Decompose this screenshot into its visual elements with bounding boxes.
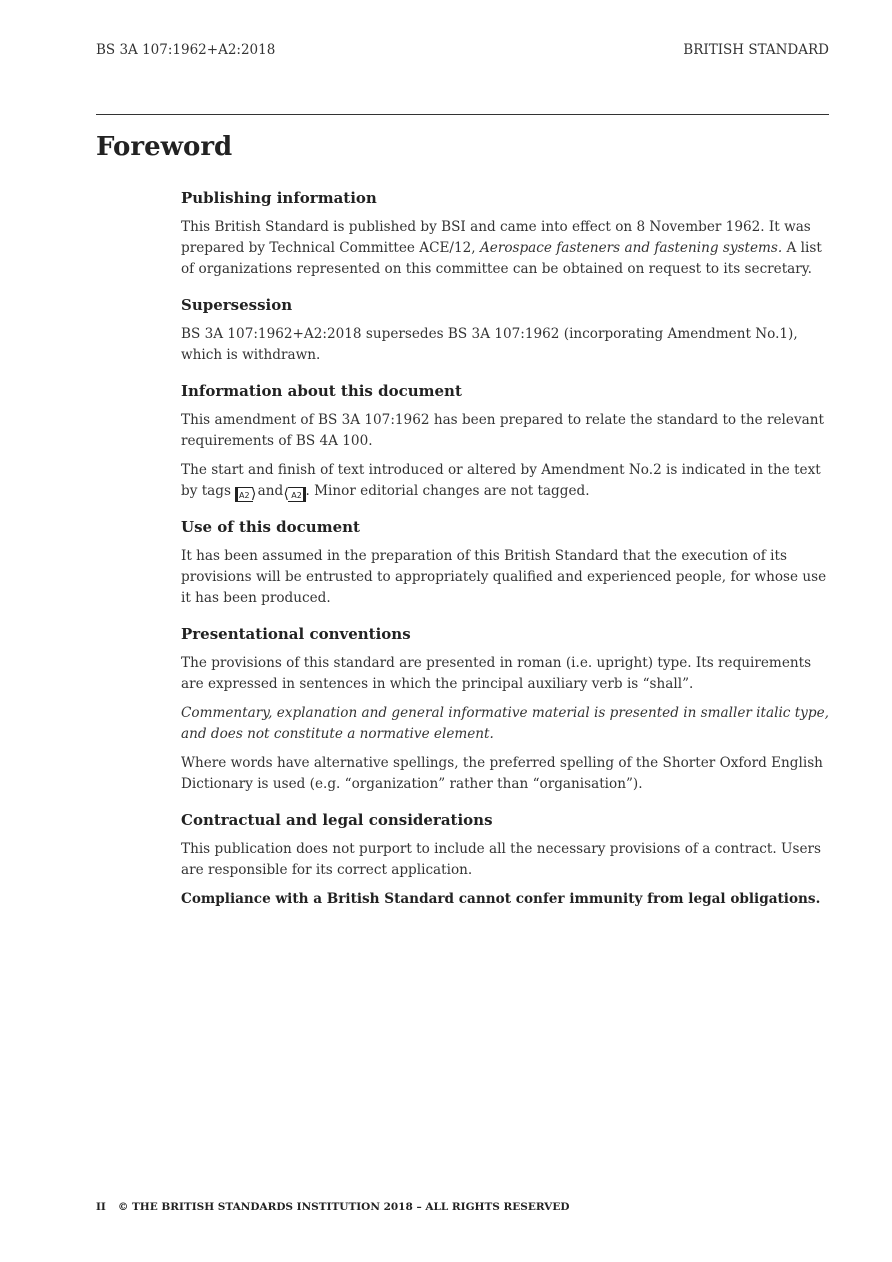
committee-name: Aerospace fasteners and fastening systems.: [479, 240, 783, 256]
section-heading: Supersession: [181, 296, 293, 314]
section-information-about-document: [181, 381, 829, 502]
page-footer: [96, 1201, 569, 1213]
section-publishing-information: [181, 188, 829, 280]
amendment-start-tag-icon: A2 ⟩: [235, 487, 253, 502]
copyright-notice: © THE BRITISH STANDARDS INSTITUTION 2018 – ALL RIGHTS RESERVED: [117, 1201, 570, 1213]
page-title: Foreword: [96, 132, 233, 162]
text-span: A list of organizations represented on this committee can be obtained on request to its secretary.: [181, 240, 822, 277]
page-number: II: [96, 1201, 106, 1213]
paragraph: It has been assumed in the preparation of this British Standard that the execution of its provisions will be entrusted to appropriately qualified and experienced people, for whose use it has been produced.: [181, 548, 827, 606]
text-span: The start and finish of text introduced or altered by Amendment No.2 is indicated in the text by tags: [181, 462, 821, 499]
section-presentational-conventions: [181, 624, 829, 795]
paragraph: [181, 217, 829, 280]
paragraph: BS 3A 107:1962+A2:2018 supersedes BS 3A 107:1962 (incorporating Amendment No.1), which is withdrawn.: [181, 326, 798, 363]
text-span: . Minor editorial changes are not tagged.: [305, 483, 590, 499]
paragraph: [181, 460, 829, 502]
section-supersession: [181, 295, 829, 366]
paragraph: The provisions of this standard are presented in roman (i.e. upright) type. Its requirements are expressed in sentences in which the principal auxiliary verb is “shall”.: [181, 655, 812, 692]
amendment-end-tag-icon: ⟨ A2: [288, 487, 306, 502]
compliance-statement: Compliance with a British Standard cannot confer immunity from legal obligations.: [181, 891, 821, 907]
section-heading: Use of this document: [181, 518, 360, 536]
section-contractual-legal: [181, 810, 829, 910]
commentary-paragraph: Commentary, explanation and general informative material is presented in smaller italic type, and does not constitute a normative element.: [181, 705, 829, 742]
section-use-of-document: [181, 517, 829, 609]
section-heading: Presentational conventions: [181, 625, 411, 643]
paragraph: Where words have alternative spellings, the preferred spelling of the Shorter Oxford English Dictionary is used (e.g. “organization” rather than “organisation”).: [181, 755, 823, 792]
text-span: and: [253, 483, 288, 499]
paragraph: This amendment of BS 3A 107:1962 has been prepared to relate the standard to the relevant requirements of BS 4A 100.: [181, 412, 824, 449]
section-heading: Information about this document: [181, 382, 462, 400]
section-heading: Contractual and legal considerations: [181, 811, 493, 829]
text-span: This British Standard is published by BSI and came into effect on 8 November 1962. It was prepared by Technical Committee ACE/12,: [181, 219, 811, 256]
header-document-number: BS 3A 107:1962+A2:2018: [96, 42, 276, 58]
foreword-content: [181, 188, 829, 925]
header-rule: [96, 114, 829, 115]
paragraph: This publication does not purport to include all the necessary provisions of a contract. Users are responsible for its correct application.: [181, 841, 821, 878]
section-heading: Publishing information: [181, 189, 377, 207]
header-standard-label: BRITISH STANDARD: [683, 42, 829, 58]
